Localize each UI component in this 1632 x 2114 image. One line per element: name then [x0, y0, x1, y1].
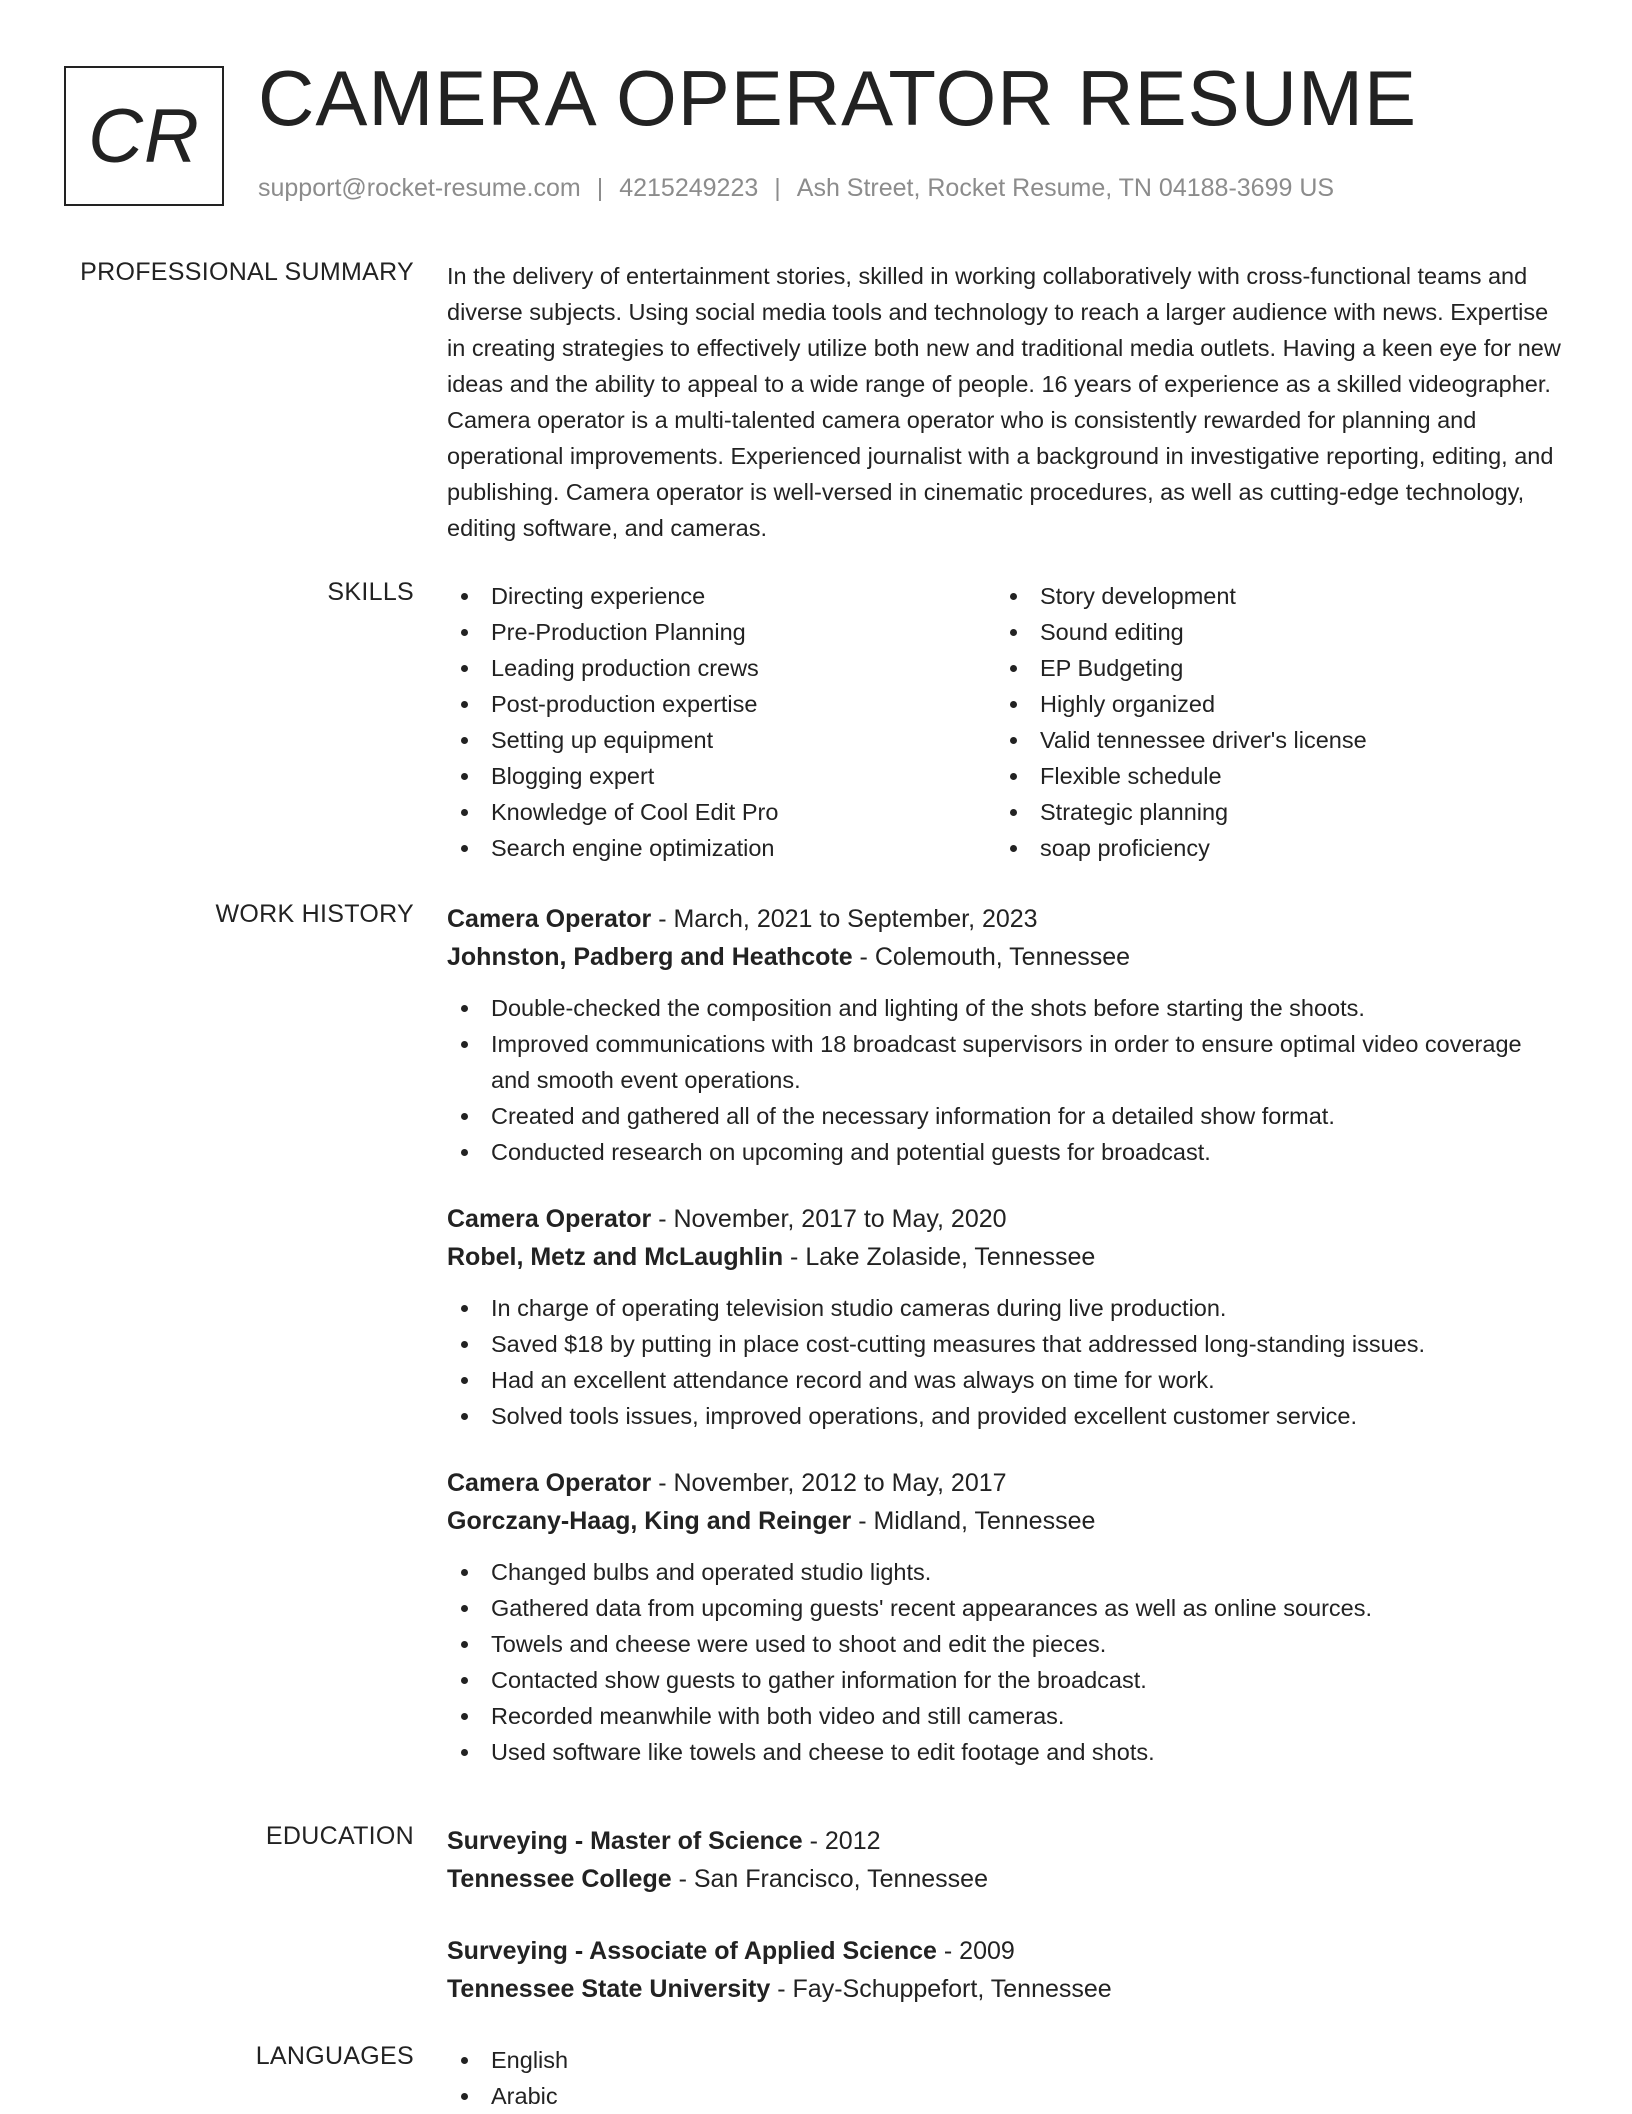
skill-item: EP Budgeting: [996, 650, 1545, 686]
section-label-summary: PROFESSIONAL SUMMARY: [80, 258, 414, 286]
skill-item: Story development: [996, 578, 1545, 614]
education-location: - Fay-Schuppefort, Tennessee: [770, 1975, 1112, 2003]
skill-item: Leading production crews: [447, 650, 996, 686]
job-bullets: [447, 1554, 1562, 1770]
job-dates: - November, 2017 to May, 2020: [651, 1205, 1007, 1233]
job-company: Johnston, Padberg and Heathcote: [447, 943, 853, 971]
education-body: [447, 1822, 1562, 2042]
section-label-work: WORK HISTORY: [215, 900, 414, 928]
languages-list: [447, 2042, 1562, 2114]
skill-item: Strategic planning: [996, 794, 1545, 830]
monogram-initials: CR: [88, 93, 200, 179]
job-bullet: Contacted show guests to gather information for the broadcast.: [447, 1662, 1562, 1698]
language-item: Arabic: [447, 2078, 1562, 2114]
contact-address: Ash Street, Rocket Resume, TN 04188-3699 US: [796, 174, 1335, 202]
job-bullet: Recorded meanwhile with both video and still cameras.: [447, 1698, 1562, 1734]
education-location: - San Francisco, Tennessee: [671, 1865, 988, 1893]
skill-item: Post-production expertise: [447, 686, 996, 722]
section-label-skills: SKILLS: [327, 578, 414, 606]
job-dates: - November, 2012 to May, 2017: [651, 1469, 1007, 1497]
skill-item: Search engine optimization: [447, 830, 996, 866]
job-bullets: [447, 1290, 1562, 1434]
contact-phone: 4215249223: [619, 174, 759, 202]
summary-text: In the delivery of entertainment stories, skilled in working collaboratively with cross-functional teams and diverse subjects. Using social media tools and technology to reach a larger audience with news. Expertise in creating strategies to effectively utilize both new and traditional media outlets. Having a keen eye for new ideas and the ability to appeal to a wide range of people. 16 years of experience as a skilled videographer. Camera operator is a multi-talented camera operator who is consistently rewarded for planning and operational improvements. Experienced journalist with a background in investigative reporting, editing, and publishing. Camera operator is well-versed in cinematic procedures, as well as cutting-edge technology, editing software, and cameras.: [447, 263, 1561, 541]
skill-item: soap proficiency: [996, 830, 1545, 866]
skill-item: Knowledge of Cool Edit Pro: [447, 794, 996, 830]
job-bullet: Created and gathered all of the necessary information for a detailed show format.: [447, 1098, 1562, 1134]
job-bullets: [447, 990, 1562, 1170]
skill-item: Valid tennessee driver's license: [996, 722, 1545, 758]
job-bullet: Conducted research on upcoming and potential guests for broadcast.: [447, 1134, 1562, 1170]
job-bullet: Improved communications with 18 broadcast supervisors in order to ensure optimal video coverage and smooth event operations.: [447, 1026, 1562, 1098]
job-bullet: In charge of operating television studio cameras during live production.: [447, 1290, 1562, 1326]
education-school: Tennessee College: [447, 1865, 672, 1893]
job-location: - Colemouth, Tennessee: [852, 943, 1131, 971]
skill-item: Pre-Production Planning: [447, 614, 996, 650]
section-label-languages: LANGUAGES: [255, 2042, 414, 2070]
work-body: [447, 900, 1562, 1800]
education-entry: [447, 1822, 1562, 1898]
summary-body: [447, 258, 1562, 546]
job-entry: [447, 1464, 1562, 1770]
job-entry: [447, 1200, 1562, 1434]
contact-line: [258, 174, 1334, 203]
contact-separator: |: [596, 174, 604, 202]
skill-item: Directing experience: [447, 578, 996, 614]
job-bullet: Towels and cheese were used to shoot and edit the pieces.: [447, 1626, 1562, 1662]
job-bullet: Changed bulbs and operated studio lights.: [447, 1554, 1562, 1590]
languages-body: [447, 2042, 1562, 2114]
job-bullet: Gathered data from upcoming guests' recent appearances as well as online sources.: [447, 1590, 1562, 1626]
education-entry: [447, 1932, 1562, 2008]
job-title: Camera Operator: [447, 905, 652, 933]
skills-grid: [447, 578, 1562, 866]
job-entry: [447, 900, 1562, 1170]
monogram-box: [64, 66, 224, 206]
language-item: English: [447, 2042, 1562, 2078]
skill-item: Highly organized: [996, 686, 1545, 722]
education-year: - 2012: [802, 1827, 881, 1855]
skill-item: Blogging expert: [447, 758, 996, 794]
job-dates: - March, 2021 to September, 2023: [651, 905, 1038, 933]
skill-item: Flexible schedule: [996, 758, 1545, 794]
education-degree: Surveying - Associate of Applied Science: [447, 1937, 937, 1965]
skill-item: Sound editing: [996, 614, 1545, 650]
job-title: Camera Operator: [447, 1205, 652, 1233]
job-bullet: Saved $18 by putting in place cost-cutting measures that addressed long-standing issues.: [447, 1326, 1562, 1362]
resume-title: CAMERA OPERATOR RESUME: [258, 54, 1417, 142]
contact-email: support@rocket-resume.com: [258, 174, 581, 202]
job-bullet: Solved tools issues, improved operations, and provided excellent customer service.: [447, 1398, 1562, 1434]
education-degree: Surveying - Master of Science: [447, 1827, 803, 1855]
job-bullet: Had an excellent attendance record and was always on time for work.: [447, 1362, 1562, 1398]
job-location: - Lake Zolaside, Tennessee: [783, 1243, 1096, 1271]
education-school: Tennessee State University: [447, 1975, 771, 2003]
contact-separator: |: [774, 174, 781, 202]
skills-list-right: [996, 578, 1545, 866]
job-bullet: Double-checked the composition and lighting of the shots before starting the shoots.: [447, 990, 1562, 1026]
job-company: Robel, Metz and McLaughlin: [447, 1243, 784, 1271]
job-bullet: Used software like towels and cheese to edit footage and shots.: [447, 1734, 1562, 1770]
education-year: - 2009: [936, 1937, 1015, 1965]
job-location: - Midland, Tennessee: [851, 1507, 1096, 1535]
section-label-education: EDUCATION: [265, 1822, 414, 1850]
job-company: Gorczany-Haag, King and Reinger: [447, 1507, 852, 1535]
skills-body: [447, 578, 1562, 866]
skills-list-left: [447, 578, 996, 866]
job-title: Camera Operator: [447, 1469, 652, 1497]
skill-item: Setting up equipment: [447, 722, 996, 758]
